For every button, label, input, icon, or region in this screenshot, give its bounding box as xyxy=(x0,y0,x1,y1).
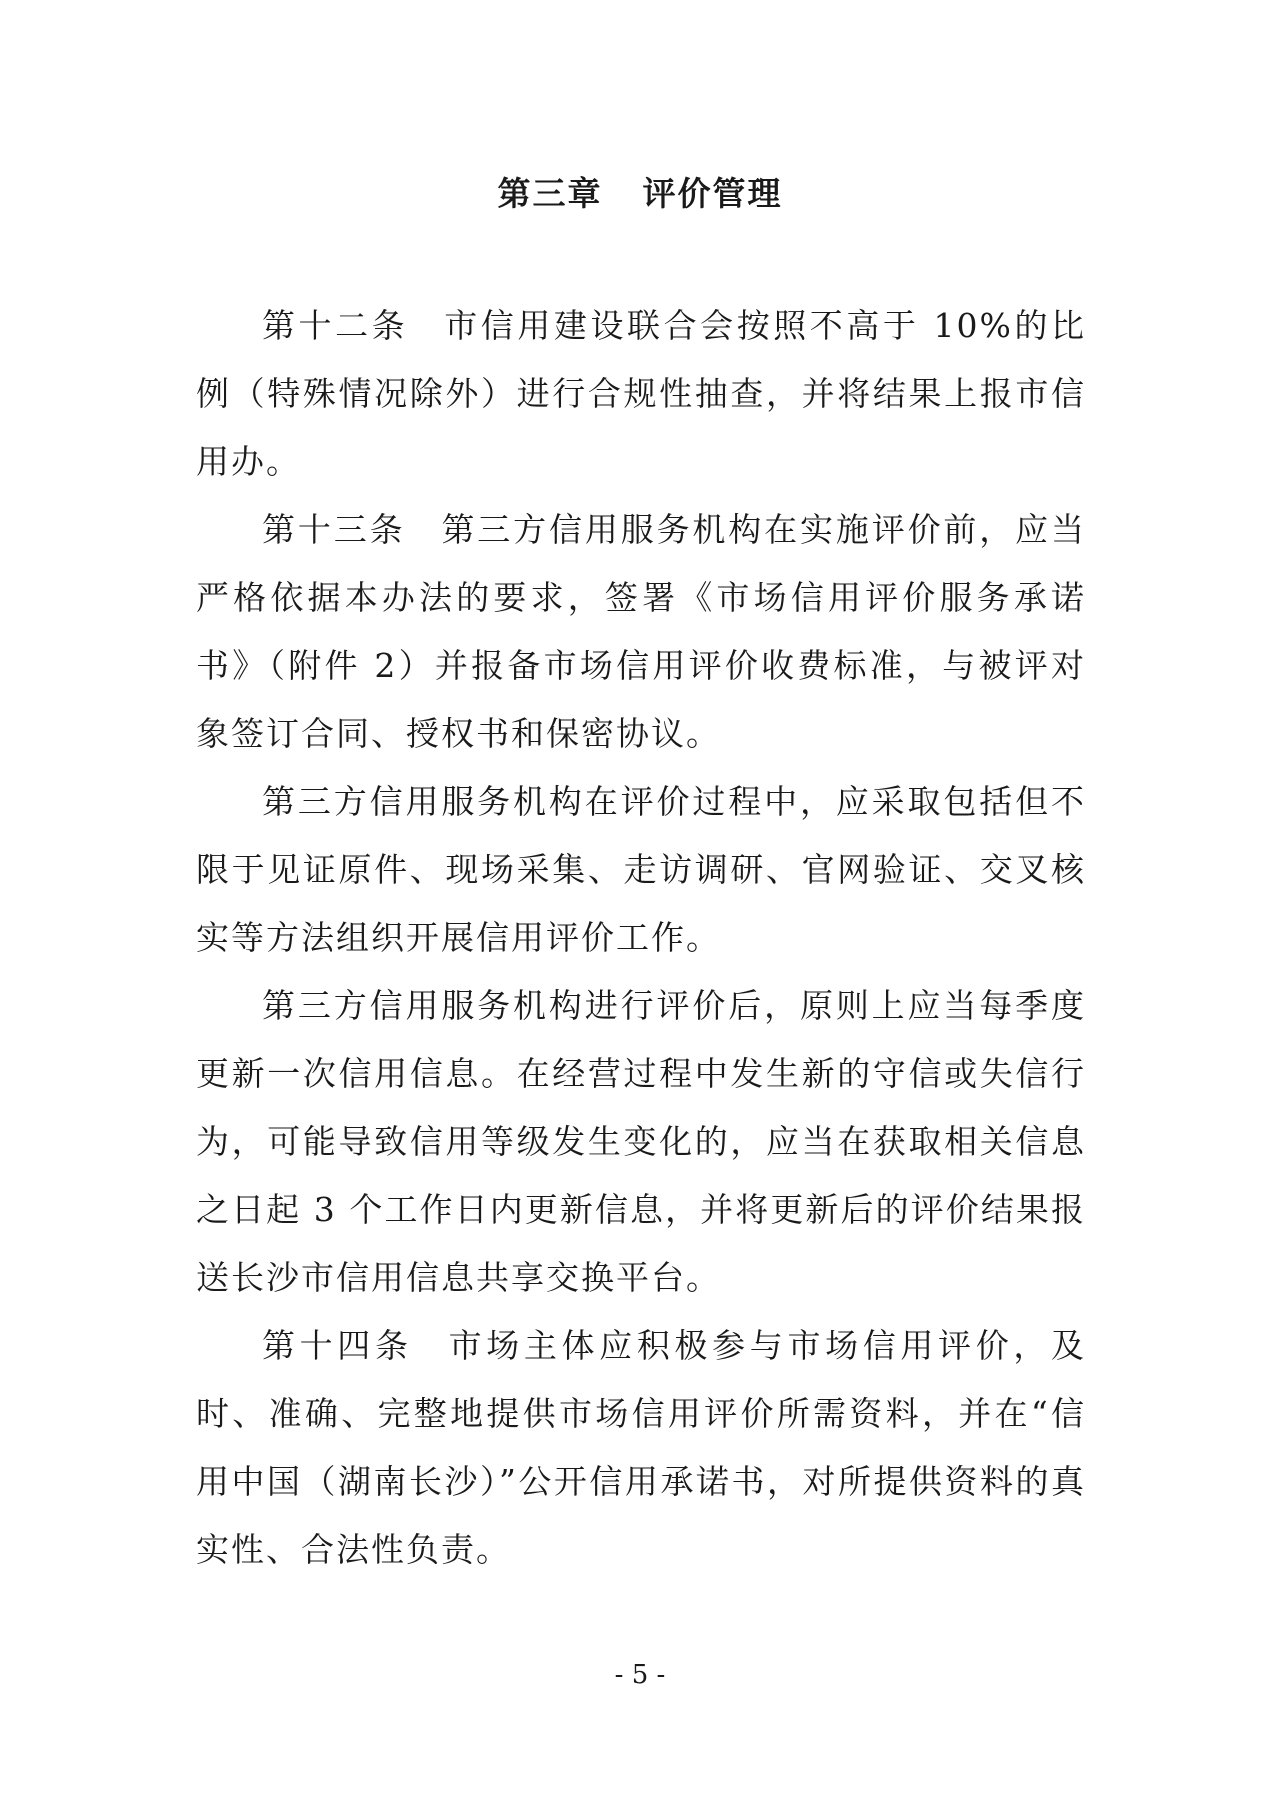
paragraph-text: 第三方信用服务机构进行评价后，原则上应当每季度更新一次信用信息。在经营过程中发生新的守信或失信行为，可能导致信用等级发生变化的，应当在获取相关信息之日起 3 个工作日内更新信息，并将更新后的评价结果报送长沙市信用信息共享交换平台。 xyxy=(196,986,1086,1297)
paragraph-article-13 xyxy=(196,496,1086,768)
body-text xyxy=(196,292,1086,1584)
paragraph-text: 第三方信用服务机构在实施评价前，应当严格依据本办法的要求，签署《市场信用评价服务承诺书》（附件 2）并报备市场信用评价收费标准，与被评对象签订合同、授权书和保密协议。 xyxy=(196,510,1087,753)
chapter-name: 评价管理 xyxy=(642,174,783,213)
article-number: 第十三条 xyxy=(262,510,406,549)
paragraph-article-14 xyxy=(196,1312,1086,1584)
paragraph-evaluation-process xyxy=(196,768,1086,972)
article-number: 第十二条 xyxy=(262,306,409,345)
paragraph-information-update xyxy=(196,972,1086,1312)
paragraph-text: 市场主体应积极参与市场信用评价，及时、准确、完整地提供市场信用评价所需资料，并在“信用中国（湖南长沙）”公开信用承诺书，对所提供资料的真实性、合法性负责。 xyxy=(196,1326,1087,1569)
paragraph-text: 第三方信用服务机构在评价过程中，应采取包括但不限于见证原件、现场采集、走访调研、官网验证、交叉核实等方法组织开展信用评价工作。 xyxy=(196,782,1086,957)
chapter-number: 第三章 xyxy=(497,174,603,213)
paragraph-text: 市信用建设联合会按照不高于 10%的比例（特殊情况除外）进行合规性抽查，并将结果上报市信用办。 xyxy=(196,306,1086,481)
chapter-title xyxy=(0,168,1280,215)
paragraph-article-12 xyxy=(196,292,1086,496)
page-number: - 5 - xyxy=(614,1660,666,1690)
article-number: 第十四条 xyxy=(262,1326,413,1365)
